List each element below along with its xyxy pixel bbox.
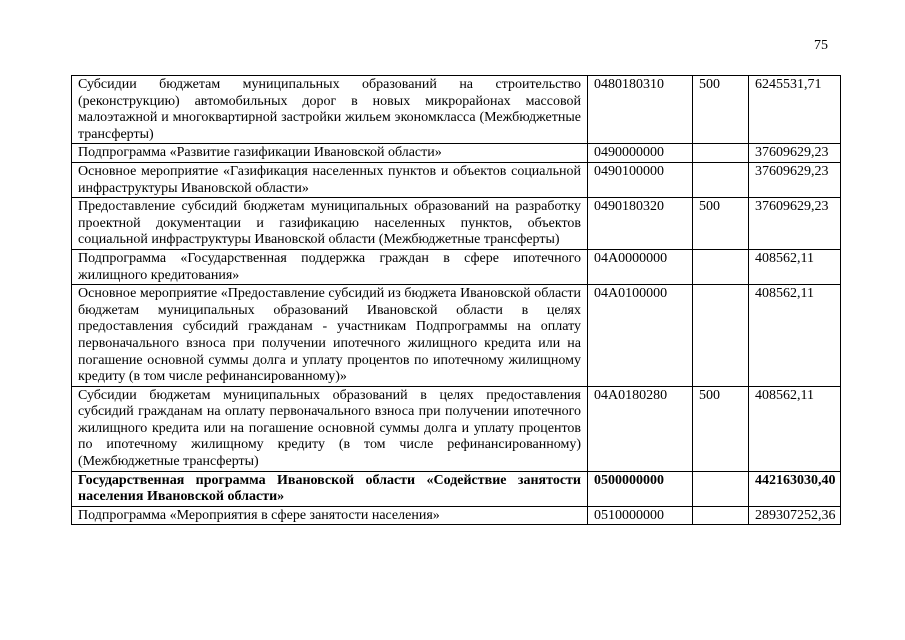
table-row [72, 471, 841, 506]
table-row [72, 162, 841, 197]
row-code-cell: 0490180320 [588, 198, 693, 250]
row-name-cell: Подпрограмма «Мероприятия в сфере занятости населения» [72, 506, 588, 525]
row-amount-cell: 442163030,40 [749, 471, 841, 506]
row-code-cell: 04А0180280 [588, 386, 693, 471]
row-code-cell: 0490000000 [588, 144, 693, 163]
table-row [72, 386, 841, 471]
row-code-cell: 04А0000000 [588, 249, 693, 284]
row-amount-cell: 408562,11 [749, 249, 841, 284]
page-number: 75 [814, 38, 828, 53]
row-amount-cell: 408562,11 [749, 285, 841, 387]
row-name-cell: Государственная программа Ивановской области «Содействие занятости населения Ивановской области» [72, 471, 588, 506]
budget-table-body [72, 76, 841, 525]
row-name-cell: Подпрограмма «Государственная поддержка граждан в сфере ипотечного жилищного кредитования» [72, 249, 588, 284]
row-name-cell: Предоставление субсидий бюджетам муниципальных образований на разработку проектной документации и газификацию населенных пунктов, объектов социальной инфраструктуры Ивановской области (Межбюджетные трансферты) [72, 198, 588, 250]
row-expense-type-cell: 500 [693, 386, 749, 471]
table-row [72, 506, 841, 525]
row-expense-type-cell: 500 [693, 76, 749, 144]
row-expense-type-cell [693, 144, 749, 163]
row-expense-type-cell [693, 249, 749, 284]
row-code-cell: 04А0100000 [588, 285, 693, 387]
row-amount-cell: 408562,11 [749, 386, 841, 471]
table-row [72, 144, 841, 163]
row-name-cell: Субсидии бюджетам муниципальных образований на строительство (реконструкцию) автомобильных дорог в новых микрорайонах массовой малоэтажной и многоквартирной застройки жильем экономкласса (Межбюджетные трансферты) [72, 76, 588, 144]
row-code-cell: 0490100000 [588, 162, 693, 197]
row-code-cell: 0480180310 [588, 76, 693, 144]
row-name-cell: Основное мероприятие «Предоставление субсидий из бюджета Ивановской области бюджетам муниципальных образований Ивановской области в целях предоставления субсидий гражданам - участникам Подпрограммы на оплату первоначального взноса при получении ипотечного жилищного кредита или на погашение основной суммы долга и уплату процентов по ипотечному жилищному кредиту (в том числе рефинансированному)» [72, 285, 588, 387]
row-name-cell: Основное мероприятие «Газификация населенных пунктов и объектов социальной инфраструктуры Ивановской области» [72, 162, 588, 197]
row-amount-cell: 6245531,71 [749, 76, 841, 144]
table-row [72, 249, 841, 284]
row-expense-type-cell [693, 506, 749, 525]
row-amount-cell: 37609629,23 [749, 198, 841, 250]
row-code-cell: 0510000000 [588, 506, 693, 525]
budget-table [71, 75, 841, 525]
row-name-cell: Подпрограмма «Развитие газификации Ивановской области» [72, 144, 588, 163]
row-amount-cell: 37609629,23 [749, 144, 841, 163]
row-amount-cell: 37609629,23 [749, 162, 841, 197]
row-expense-type-cell [693, 285, 749, 387]
row-code-cell: 0500000000 [588, 471, 693, 506]
table-row [72, 76, 841, 144]
table-row [72, 198, 841, 250]
table-row [72, 285, 841, 387]
row-expense-type-cell [693, 471, 749, 506]
row-expense-type-cell [693, 162, 749, 197]
row-name-cell: Субсидии бюджетам муниципальных образований в целях предоставления субсидий гражданам на оплату первоначального взноса при получении ипотечного жилищного кредита или на погашение основной суммы долга и уплату процентов по ипотечному жилищному кредиту (в том числе рефинансированному) (Межбюджетные трансферты) [72, 386, 588, 471]
row-amount-cell: 289307252,36 [749, 506, 841, 525]
row-expense-type-cell: 500 [693, 198, 749, 250]
